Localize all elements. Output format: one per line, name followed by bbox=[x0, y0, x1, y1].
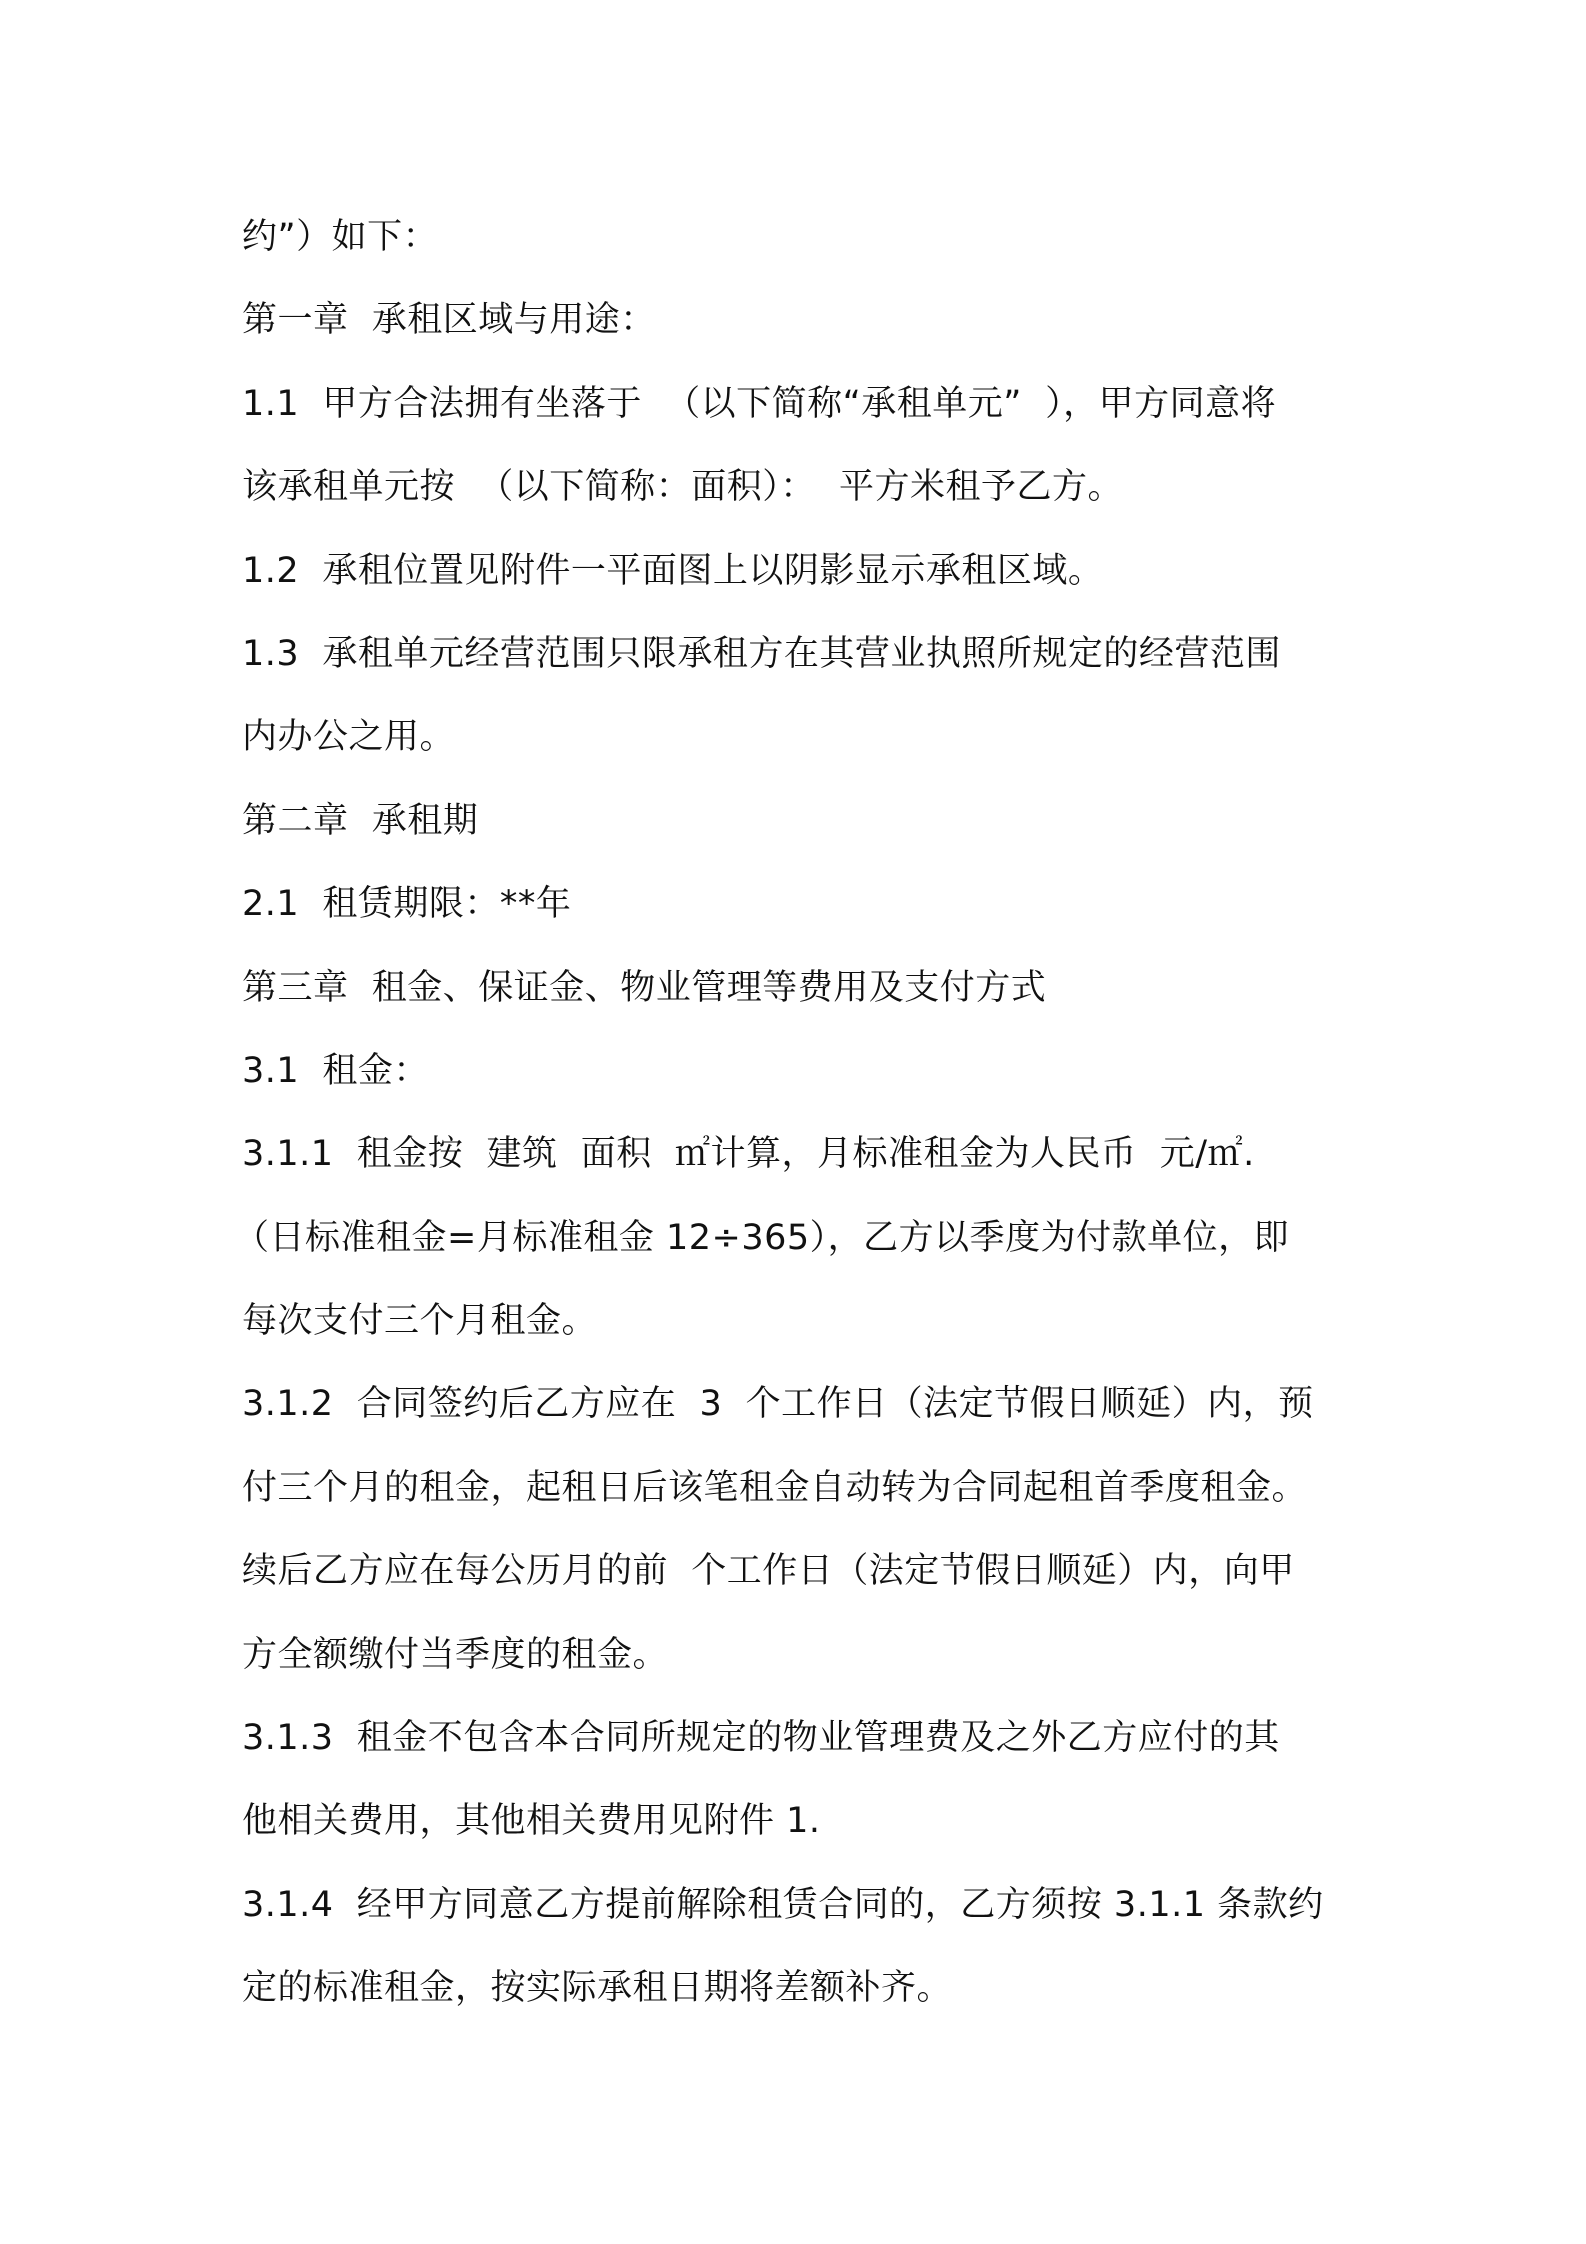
text-line: 该承租单元按 （以下简称：面积）： 平方米租予乙方。 bbox=[242, 467, 1124, 508]
chapter-heading: 第一章 承租区域与用途： bbox=[242, 300, 656, 341]
text-line: 3.1.3 租金不包含本合同所规定的物业管理费及之外乙方应付的其 bbox=[242, 1718, 1280, 1759]
text-line: 约”）如下： bbox=[242, 217, 439, 257]
text-line: 方全额缴付当季度的租金。 bbox=[242, 1634, 669, 1675]
text-line: （日标准租金=月标准租金 12÷365），乙方以季度为付款单位，即 bbox=[234, 1217, 1290, 1258]
text-line: 3.1.4 经甲方同意乙方提前解除租赁合同的，乙方须按 3.1.1 条款约 bbox=[242, 1884, 1324, 1925]
text-line: 3.1.2 合同签约后乙方应在 3 个工作日（法定节假日顺延）内，预 bbox=[242, 1384, 1314, 1425]
document-body bbox=[234, 196, 1360, 2031]
text-line: 1.3 承租单元经营范围只限承租方在其营业执照所规定的经营范围 bbox=[242, 633, 1281, 674]
text-line: 内办公之用。 bbox=[242, 717, 456, 758]
text-line: 1.1 甲方合法拥有坐落于 （以下简称“承租单元” ），甲方同意将 bbox=[242, 383, 1277, 424]
chapter-heading: 第二章 承租期 bbox=[242, 800, 479, 841]
text-line: 3.1 租金： bbox=[242, 1050, 429, 1091]
text-line: 他相关费用，其他相关费用见附件 1. bbox=[242, 1801, 821, 1842]
text-line: 付三个月的租金，起租日后该笔租金自动转为合同起租首季度租金。 bbox=[242, 1467, 1308, 1508]
text-line: 每次支付三个月租金。 bbox=[242, 1301, 598, 1342]
text-line: 续后乙方应在每公历月的前 个工作日（法定节假日顺延）内，向甲 bbox=[242, 1551, 1295, 1592]
text-line: 2.1 租赁期限：**年 bbox=[242, 884, 572, 925]
chapter-heading: 第三章 租金、保证金、物业管理等费用及支付方式 bbox=[242, 967, 1047, 1008]
text-line: 定的标准租金，按实际承租日期将差额补齐。 bbox=[242, 1968, 953, 2009]
text-line: 3.1.1 租金按 建筑 面积 ㎡计算，月标准租金为人民币 元/㎡. bbox=[242, 1134, 1255, 1175]
text-line: 1.2 承租位置见附件一平面图上以阴影显示承租区域。 bbox=[242, 550, 1104, 591]
